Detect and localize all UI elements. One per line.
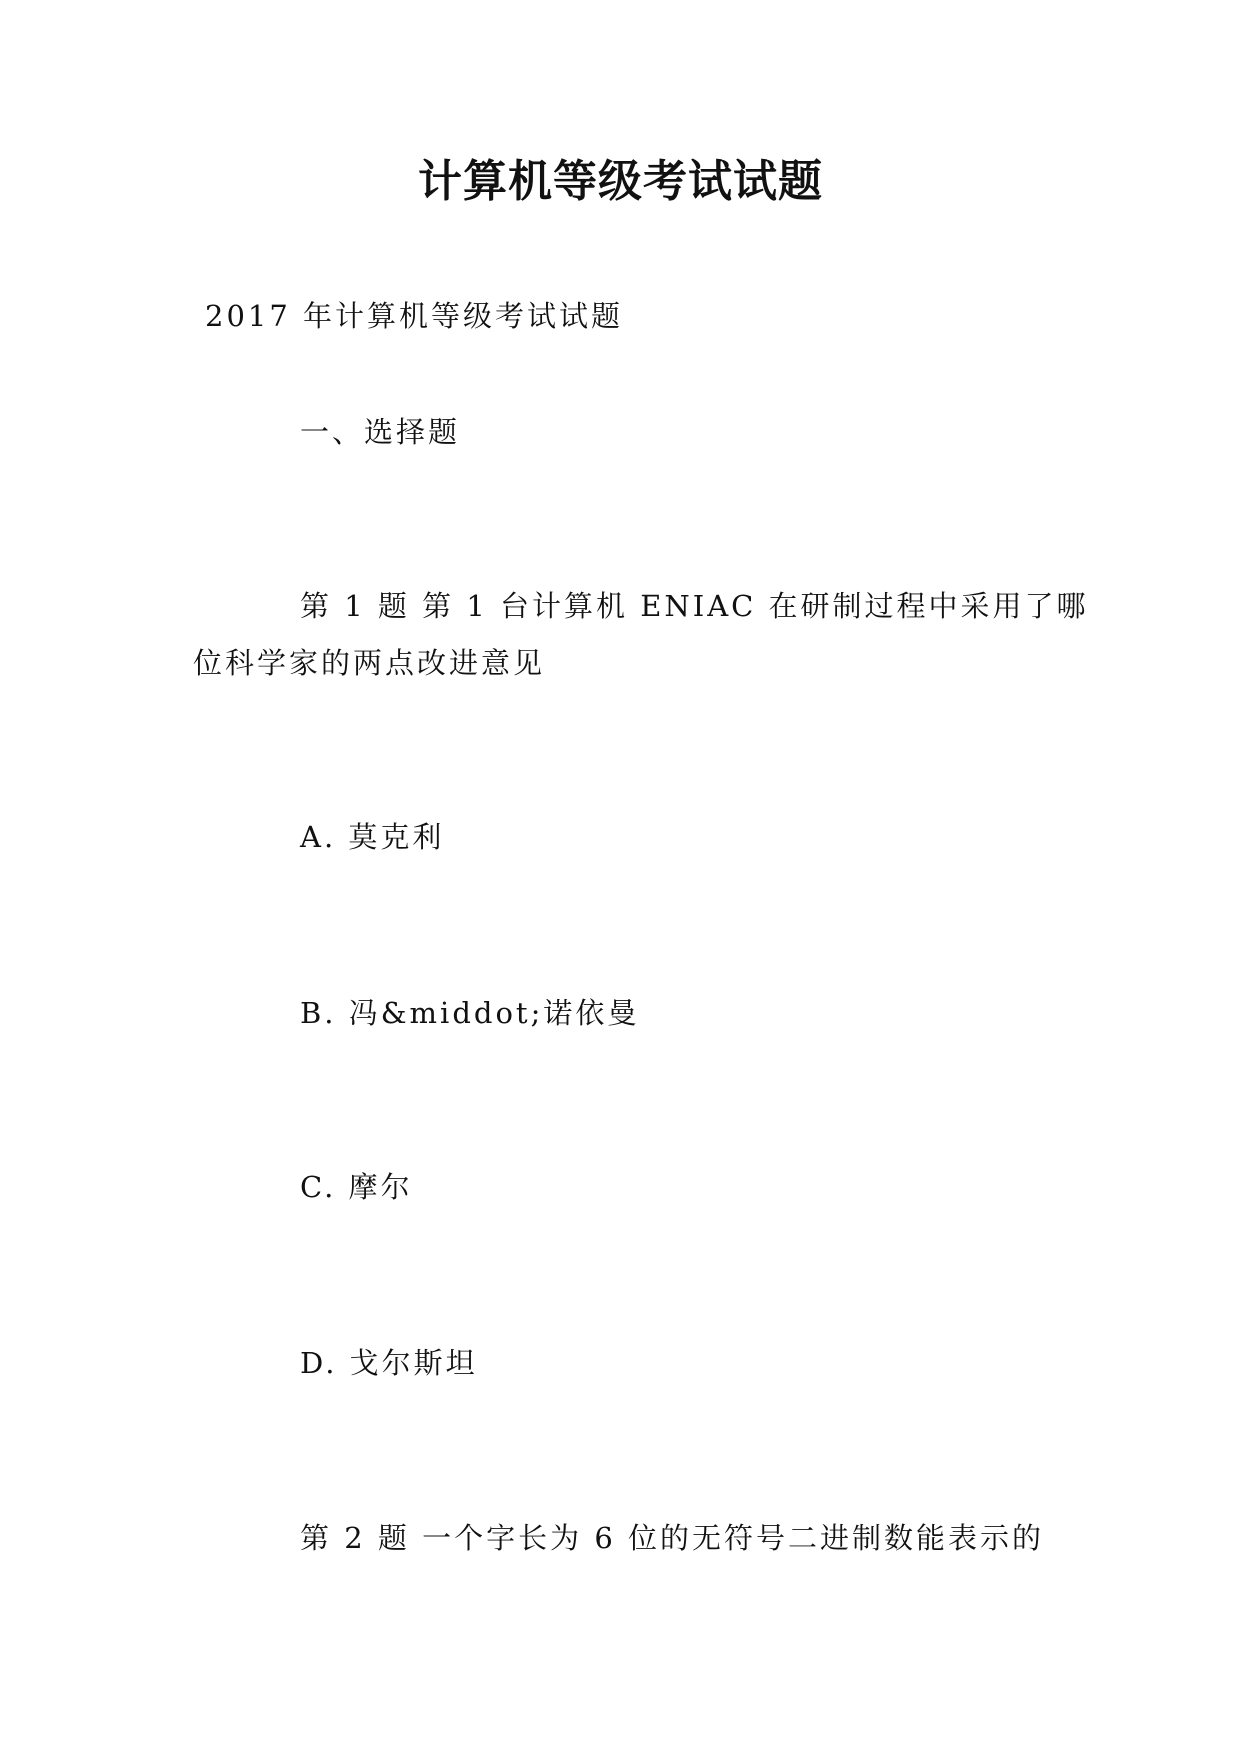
document-subtitle: 2017 年计算机等级考试试题	[205, 299, 624, 333]
question-1-text-line-2: 位科学家的两点改进意见	[193, 646, 546, 680]
question-1-option-a: A. 莫克利	[300, 820, 445, 854]
question-1-option-d: D. 戈尔斯坦	[300, 1346, 478, 1380]
question-1-text-line-1: 第 1 题 第 1 台计算机 ENIAC 在研制过程中采用了哪	[300, 589, 1089, 623]
section-heading: 一、选择题	[300, 415, 461, 449]
question-2-text-line-1: 第 2 题 一个字长为 6 位的无符号二进制数能表示的	[300, 1521, 1044, 1555]
document-title: 计算机等级考试试题	[418, 156, 823, 207]
question-1-option-c: C. 摩尔	[300, 1170, 413, 1204]
question-1-option-b: B. 冯&middot;诺依曼	[300, 996, 640, 1030]
